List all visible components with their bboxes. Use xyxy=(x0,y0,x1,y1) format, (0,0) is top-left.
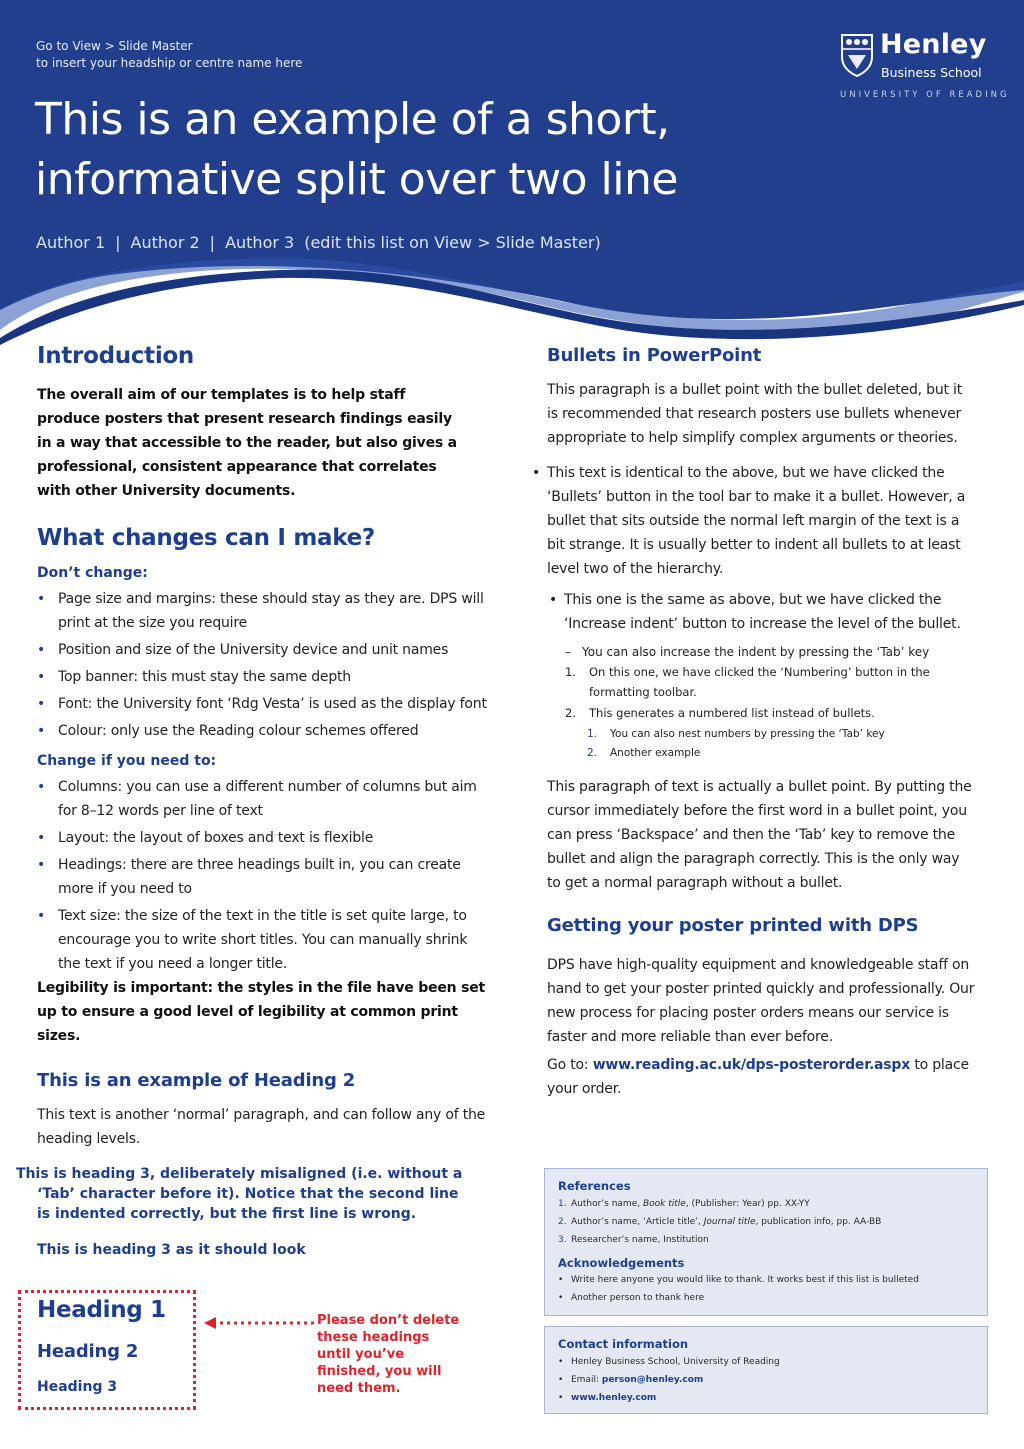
heading-what-changes: What changes can I make? xyxy=(37,525,375,551)
email-link[interactable]: person@henley.com xyxy=(601,1375,704,1385)
bullet-level-2: • This one is the same as above, but we have clicked the ‘Increase indent’ button to increase the level of the bullet. xyxy=(547,588,987,636)
dont-change-list xyxy=(37,587,487,743)
list-item: • Colour: only use the Reading colour schemes offered xyxy=(37,719,487,743)
proper-heading-3: This is heading 3 as it should look xyxy=(37,1242,306,1258)
number-label: 1. xyxy=(565,665,576,679)
list-item: • Layout: the layout of boxes and text is flexible xyxy=(37,826,487,850)
reference-item: 2. Author’s name, ‘Article title’, Journal title, publication info, pp. AA-BB xyxy=(558,1217,882,1227)
acknowledgement-item: • Another person to thank here xyxy=(558,1289,974,1307)
heading-dps: Getting your poster printed with DPS xyxy=(547,915,919,936)
shield-crest-icon xyxy=(840,33,874,77)
references-box xyxy=(544,1168,988,1316)
bullet-icon: • xyxy=(37,591,46,607)
bullet-icon: • xyxy=(37,642,46,658)
contact-box xyxy=(544,1326,988,1414)
bullet-icon: • xyxy=(558,1275,564,1285)
author-edit-note: (edit this list on View > Slide Master) xyxy=(304,233,601,252)
author-1: Author 1 xyxy=(36,233,106,252)
bullet-icon: • xyxy=(549,592,558,608)
contact-item: • Henley Business School, University of Reading xyxy=(558,1353,974,1371)
reference-item: 1. Author’s name, Book title, (Publisher: Year) pp. XX-YY xyxy=(558,1199,810,1209)
top-banner xyxy=(0,0,1024,345)
list-item: • Headings: there are three headings built in, you can create more if you need to xyxy=(37,853,487,901)
right-column xyxy=(532,345,987,1101)
author-separator: | xyxy=(209,233,216,252)
change-list xyxy=(37,775,487,976)
heading-bullets: Bullets in PowerPoint xyxy=(547,345,762,366)
slide-master-hint xyxy=(36,38,302,72)
heading-references: References xyxy=(558,1179,631,1193)
author-2: Author 2 xyxy=(130,233,200,252)
number-label: 2. xyxy=(587,747,598,759)
contact-item xyxy=(558,1389,974,1407)
bullet-icon: • xyxy=(558,1375,564,1385)
bullet-icon: • xyxy=(37,830,46,846)
bullets-paragraph: This paragraph is a bullet point with the bullet deleted, but it is recommended that research posters use bullets whenever appropriate to help simplify complex arguments or theories. xyxy=(547,382,963,446)
heading-introduction: Introduction xyxy=(37,343,194,369)
heading-change-if-needed: Change if you need to: xyxy=(37,753,217,769)
number-label: 2. xyxy=(565,706,576,720)
heading-contact: Contact information xyxy=(558,1337,689,1351)
list-item: • Font: the University font ‘Rdg Vesta’ is used as the display font xyxy=(37,692,487,716)
bullet-icon: • xyxy=(558,1293,564,1303)
sample-heading-1: Heading 1 xyxy=(37,1297,166,1323)
bullet-icon: • xyxy=(37,723,46,739)
legibility-note: Legibility is important: the styles in the file have been set up to ensure a good level of legibility at common print sizes. xyxy=(37,980,486,1044)
numbered-item: 2. This generates a numbered list instead of bullets. xyxy=(547,703,987,723)
sample-headings-box xyxy=(18,1290,196,1410)
dps-order-paragraph: Go to: www.reading.ac.uk/dps-posterorder.aspx to place your order. xyxy=(547,1057,969,1097)
dps-paragraph: DPS have high-quality equipment and knowledgeable staff on hand to get your poster printed quickly and professionally. Our new process for placing poster orders means our service is faster and more reliable than ever before. xyxy=(547,957,975,1045)
heading-dont-change: Don’t change: xyxy=(37,565,148,581)
website-link[interactable]: www.henley.com xyxy=(571,1393,657,1403)
hint-line-2: to insert your headship or centre name here xyxy=(36,56,303,70)
bullet-icon: • xyxy=(558,1393,564,1403)
heading-2-example: This is an example of Heading 2 xyxy=(37,1070,356,1091)
bullet-icon: • xyxy=(37,669,46,685)
author-list xyxy=(36,233,601,252)
bullet-icon: • xyxy=(558,1357,564,1367)
author-separator: | xyxy=(115,233,121,252)
list-item: • Columns: you can use a different number of columns but aim for 8–12 words per line of text xyxy=(37,775,487,823)
reference-item: 3. Researcher’s name, Institution xyxy=(558,1235,709,1245)
bullet-icon: • xyxy=(37,908,46,924)
sample-heading-3: Heading 3 xyxy=(37,1379,118,1395)
logo-university: UNIVERSITY OF READING xyxy=(840,90,1010,100)
left-column xyxy=(37,343,487,1151)
list-item: • Text size: the size of the text in the title is set quite large, to encourage you to write short titles. You can manually shrink the text if you need a longer title. xyxy=(37,904,487,976)
bullet-icon: • xyxy=(532,465,541,481)
delete-warning: Please don’t delete these headings until you’ve finished, you will need them. xyxy=(317,1313,460,1396)
henley-logo xyxy=(840,29,1010,103)
dps-order-link[interactable]: www.reading.ac.uk/dps-posterorder.aspx xyxy=(592,1057,911,1073)
number-label: 1. xyxy=(587,728,598,740)
title-line-1: This is an example of a short, xyxy=(35,94,670,145)
heading-acknowledgements: Acknowledgements xyxy=(558,1256,685,1270)
backspace-paragraph: This paragraph of text is actually a bullet point. By putting the cursor immediately before the first word in a bullet point, you can press ‘Backspace’ and then the ‘Tab’ key to remove the bullet and align the paragraph correctly. This is the only way to get a normal paragraph without a bullet. xyxy=(547,779,972,891)
hint-line-1: Go to View > Slide Master xyxy=(36,39,193,53)
bullet-icon: • xyxy=(37,857,46,873)
list-item: • Top banner: this must stay the same depth xyxy=(37,665,487,689)
numbered-item: 1. On this one, we have clicked the ‘Numbering’ button in the formatting toolbar. xyxy=(547,662,967,702)
normal-paragraph: This text is another ‘normal’ paragraph, and can follow any of the heading levels. xyxy=(37,1107,486,1147)
dash-item: – You can also increase the indent by pressing the ‘Tab’ key xyxy=(547,642,987,662)
poster-title xyxy=(35,90,795,210)
intro-paragraph: The overall aim of our templates is to help staff produce posters that present research findings easily in a way that accessible to the reader, but also gives a professional, consistent appearance that correlates with other University documents. xyxy=(37,387,457,499)
bullet-level-1: • This text is identical to the above, but we have clicked the ‘Bullets’ button in the tool bar to make it a bullet. However, a bullet that sits outside the normal left margin of the text is a bit strange. It is usually better to indent all bullets to at least level two of the hierarchy. xyxy=(547,461,979,581)
nested-item: 2. Another example xyxy=(547,744,987,763)
dash-icon: – xyxy=(565,645,571,659)
nested-item: 1. You can also nest numbers by pressing the ‘Tab’ key xyxy=(547,725,987,744)
title-line-2: informative split over two line xyxy=(35,154,678,205)
sample-heading-2: Heading 2 xyxy=(37,1341,139,1362)
bullet-icon: • xyxy=(37,696,46,712)
bullet-icon: • xyxy=(37,779,46,795)
misaligned-heading-3: This is heading 3, deliberately misaligned (i.e. without a ‘Tab’ character before it). Notice that the second line is indented correctly, but the first line is wrong. xyxy=(16,1166,463,1222)
author-3: Author 3 xyxy=(225,233,295,252)
acknowledgement-item: • Write here anyone you would like to thank. It works best if this list is bulleted xyxy=(558,1271,974,1289)
logo-school: Business School xyxy=(881,65,982,80)
list-item: • Position and size of the University device and unit names xyxy=(37,638,487,662)
logo-name: Henley xyxy=(880,29,987,60)
contact-item: • Email: person@henley.com xyxy=(558,1371,974,1389)
arrow-left-icon xyxy=(204,1316,314,1330)
list-item: • Page size and margins: these should stay as they are. DPS will print at the size you require xyxy=(37,587,487,635)
